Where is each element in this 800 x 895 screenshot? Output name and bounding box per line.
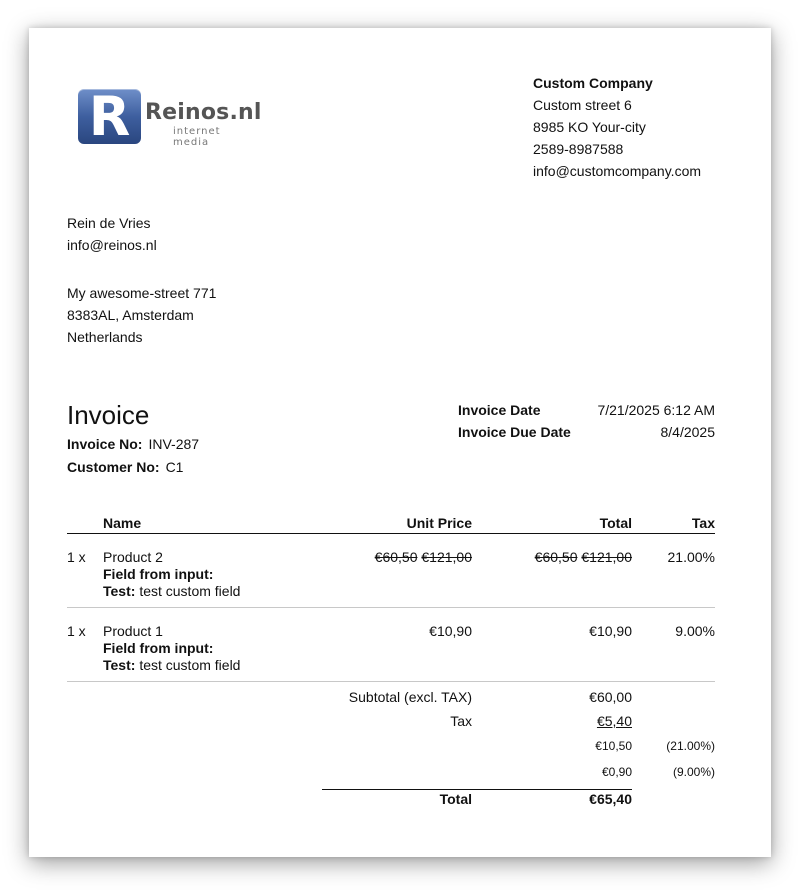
tax-value [472,713,632,729]
invoice-dates [458,402,715,446]
customer-zip-city: 8383AL, Amsterdam [67,307,194,323]
total-rule [322,789,632,790]
col-header-unit-price: Unit Price [406,515,472,531]
row-custom-field [103,657,240,673]
invoice-sheet [29,28,771,857]
logo-name: Reinos.nl [145,100,262,125]
row-custom-field-value: test custom field [139,583,241,599]
invoice-number-value: INV-287 [148,436,200,452]
invoice-date-label: Invoice Date [458,402,541,418]
customer-email: info@reinos.nl [67,237,157,253]
company-email: info@customcompany.com [533,163,702,179]
subtotal-value: €60,00 [589,689,632,705]
row-unit-price [312,549,472,565]
row-field-label: Field from input: [103,566,214,582]
invoice-due-value: 8/4/2025 [660,424,715,440]
row-divider [67,681,715,682]
customer-address [67,282,216,348]
row-total: €10,90 [589,623,632,639]
invoice-number-label: Invoice No: [67,436,143,452]
total-label: Total [439,791,472,807]
logo-tagline: internet media [173,126,221,148]
row-total [472,549,632,565]
row-qty: 1 x [67,623,86,639]
tax-value-amount: €5,40 [596,713,632,729]
row-custom-field-value: test custom field [139,657,241,673]
tax-breakdown-amount: €10,50 [595,739,632,753]
row-divider [67,607,715,608]
row-total-original: €121,00 [581,549,632,565]
table-header-rule [67,533,715,534]
customer-number-value: C1 [165,459,184,475]
subtotal-label: Subtotal (excl. TAX) [348,689,472,705]
row-unit-price: €10,90 [429,623,472,639]
row-product-name: Product 2 [103,549,163,565]
row-tax: 21.00% [667,549,715,565]
row-tax: 9.00% [675,623,715,639]
logo-letter: R [88,85,131,148]
tax-breakdown-rate: (9.00%) [672,765,715,779]
col-header-name: Name [103,515,142,531]
customer-street: My awesome-street 771 [67,285,217,301]
col-header-tax: Tax [691,515,715,531]
customer-number [67,459,183,475]
company-zip-city: 8985 KO Your-city [533,119,646,135]
invoice-title: Invoice [67,400,150,430]
col-header-total: Total [599,515,632,531]
row-unit-price-discounted: €60,50 [374,549,418,565]
total-value: €65,40 [589,791,632,807]
tax-label: Tax [450,713,472,729]
invoice-due-label: Invoice Due Date [458,424,571,440]
tax-breakdown-amount: €0,90 [601,765,632,779]
invoice-number [67,436,199,452]
row-custom-field-label: Test: [103,657,136,673]
tax-breakdown-rate: (21.00%) [666,739,715,753]
customer-country: Netherlands [67,329,143,345]
customer-contact [67,212,157,256]
customer-number-label: Customer No: [67,459,160,475]
invoice-due-row [458,424,715,446]
company-name: Custom Company [533,75,653,91]
company-logo [78,85,262,148]
row-custom-field [103,583,240,599]
company-address [533,72,701,182]
row-product-name: Product 1 [103,623,163,639]
invoice-date-value: 7/21/2025 6:12 AM [597,402,715,418]
row-qty: 1 x [67,549,86,565]
row-total-discounted: €60,50 [534,549,578,565]
invoice-date-row [458,402,715,424]
company-phone: 2589-8987588 [533,141,624,157]
row-custom-field-label: Test: [103,583,136,599]
customer-name: Rein de Vries [67,215,151,231]
row-unit-price-original: €121,00 [421,549,472,565]
company-street: Custom street 6 [533,97,632,113]
row-field-label: Field from input: [103,640,214,656]
